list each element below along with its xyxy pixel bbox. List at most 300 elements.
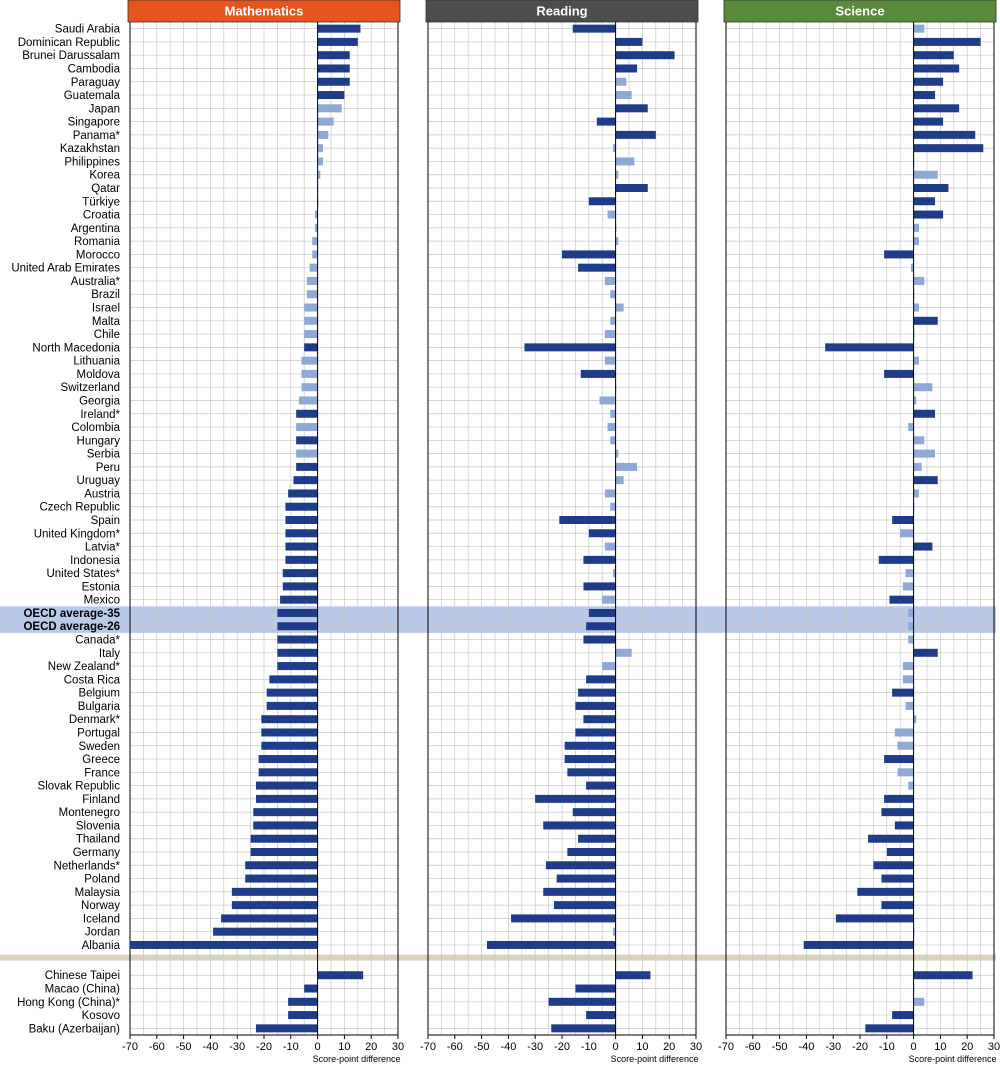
science-bar: [914, 211, 943, 219]
math-tick-label: -70: [122, 1041, 138, 1053]
reading-bar: [610, 503, 615, 511]
country-label: Moldova: [76, 368, 120, 381]
reading-bar: [605, 330, 616, 338]
math-tick-label: 0: [314, 1041, 321, 1053]
science-tick-label: -20: [852, 1041, 868, 1053]
math-bar: [307, 290, 318, 298]
math-axis-title: Score-point difference: [312, 1054, 401, 1064]
country-label: Morocco: [75, 249, 120, 262]
science-tick-label: -60: [744, 1041, 761, 1053]
science-bar: [914, 118, 943, 126]
reading-bar: [610, 436, 615, 444]
math-bar: [256, 782, 318, 790]
reading-bar: [616, 131, 656, 139]
country-label: Guatemala: [63, 90, 120, 103]
country-label: Panama*: [72, 129, 120, 142]
country-label: Poland: [84, 873, 120, 886]
reading-bar: [535, 795, 615, 803]
science-bar: [903, 582, 914, 590]
math-bar: [288, 998, 317, 1006]
reading-bar: [575, 702, 615, 710]
math-bar: [318, 104, 342, 112]
science-bar: [914, 237, 919, 245]
country-label: Montenegro: [58, 807, 120, 820]
math-tick-label: -50: [175, 1041, 192, 1053]
country-label: Hong Kong (China)*: [17, 996, 120, 1009]
reading-bar: [605, 543, 616, 551]
math-bar: [259, 755, 318, 763]
reading-bar: [567, 768, 615, 776]
science-bar: [914, 131, 976, 139]
science-bar: [914, 51, 954, 59]
science-bar: [914, 410, 935, 418]
country-label: Thailand: [75, 833, 120, 846]
reading-bar: [616, 38, 643, 46]
science-bar: [914, 649, 938, 657]
math-bar: [285, 529, 317, 537]
science-bar: [884, 795, 913, 803]
math-bar: [285, 556, 317, 564]
math-bar: [285, 516, 317, 524]
country-label: Peru: [95, 461, 120, 474]
math-bar: [280, 596, 318, 604]
country-label: Dominican Republic: [17, 36, 120, 49]
reading-bar: [605, 357, 616, 365]
country-label: Indonesia: [70, 554, 120, 567]
country-label: United States*: [46, 568, 120, 581]
reading-bar: [589, 529, 616, 537]
science-bar: [908, 622, 913, 630]
country-label: United Kingdom*: [33, 528, 120, 541]
reading-bar: [616, 157, 635, 165]
reading-bar: [586, 782, 615, 790]
science-bar: [914, 971, 973, 979]
country-label: Germany: [72, 847, 120, 859]
reading-bar: [573, 25, 616, 33]
science-tick-label: 10: [934, 1041, 947, 1053]
reading-bar: [600, 396, 616, 404]
reading-bar: [616, 51, 675, 59]
reading-tick-label: -60: [446, 1041, 463, 1053]
country-label: Canada*: [75, 634, 120, 647]
science-bar: [884, 370, 913, 378]
math-bar: [288, 1011, 317, 1019]
science-bar: [908, 423, 913, 431]
science-axis-title: Score-point difference: [908, 1054, 997, 1064]
math-bar: [253, 808, 317, 816]
science-bar: [879, 556, 914, 564]
science-bar: [914, 543, 933, 551]
science-bar: [881, 875, 913, 883]
science-bar: [825, 343, 913, 351]
country-label: Türkiye: [82, 196, 120, 209]
math-tick-label: 20: [365, 1041, 378, 1053]
country-label: Netherlands*: [53, 860, 120, 873]
science-tick-label: -70: [718, 1041, 734, 1053]
country-label: Malta: [91, 315, 120, 328]
science-bar: [881, 808, 913, 816]
reading-panel-title: Reading: [536, 3, 588, 19]
country-label: Kosovo: [81, 1010, 120, 1023]
math-bar: [318, 157, 323, 165]
country-label: North Macedonia: [32, 342, 120, 355]
math-panel-title: Mathematics: [224, 3, 304, 19]
science-bar: [914, 144, 984, 152]
reading-bar: [546, 861, 616, 869]
science-bar: [914, 64, 960, 72]
country-label: Hungary: [76, 435, 120, 448]
country-label: Bulgaria: [77, 700, 120, 713]
math-bar: [277, 636, 317, 644]
math-bar: [296, 410, 317, 418]
reading-bar: [586, 675, 615, 683]
math-bar: [256, 795, 318, 803]
science-bar: [914, 489, 919, 497]
reading-axis-title: Score-point difference: [610, 1054, 699, 1064]
science-bar: [914, 450, 935, 458]
country-label: Brunei Darussalam: [22, 50, 120, 63]
reading-bar: [616, 104, 648, 112]
math-bar: [304, 317, 317, 325]
country-label: Denmark*: [68, 714, 120, 727]
math-bar: [318, 38, 358, 46]
math-bar: [267, 702, 318, 710]
reading-bar: [589, 609, 616, 617]
country-label: Greece: [82, 754, 120, 767]
reading-bar: [586, 622, 615, 630]
country-label: Sweden: [78, 740, 120, 753]
math-bar: [288, 489, 317, 497]
science-bar: [908, 782, 913, 790]
reading-bar: [583, 715, 615, 723]
reading-bar: [575, 728, 615, 736]
math-tick-label: 10: [338, 1041, 351, 1053]
reading-tick-label: 10: [636, 1041, 649, 1053]
science-tick-label: -30: [825, 1041, 842, 1053]
math-bar: [318, 25, 361, 33]
reading-bar: [554, 901, 616, 909]
country-label: Korea: [89, 169, 120, 182]
math-bar: [318, 51, 350, 59]
science-bar: [903, 675, 914, 683]
math-bar: [318, 64, 350, 72]
math-bar: [245, 861, 317, 869]
science-bar: [892, 1011, 913, 1019]
science-bar: [873, 861, 913, 869]
reading-bar: [589, 197, 616, 205]
country-label: OECD average-35: [23, 607, 120, 620]
reading-bar: [562, 250, 616, 258]
reading-bar: [583, 582, 615, 590]
science-bar: [914, 25, 925, 33]
country-label: Costa Rica: [63, 674, 120, 687]
science-bar: [804, 941, 914, 949]
country-label: Colombia: [71, 422, 120, 435]
country-label: United Arab Emirates: [11, 262, 120, 275]
reading-bar: [616, 184, 648, 192]
reading-bar: [557, 875, 616, 883]
country-label: Chinese Taipei: [44, 970, 120, 983]
country-label: Czech Republic: [39, 501, 120, 514]
math-bar: [285, 543, 317, 551]
math-bar: [318, 144, 323, 152]
science-bar: [914, 998, 925, 1006]
reading-bar: [610, 290, 615, 298]
math-bar: [251, 835, 318, 843]
math-tick-label: -20: [256, 1041, 272, 1053]
science-bar: [914, 171, 938, 179]
reading-bar: [616, 304, 624, 312]
science-bar: [865, 1024, 913, 1032]
country-label: Malaysia: [74, 886, 120, 899]
country-label: Norway: [81, 900, 120, 913]
country-label: Lithuania: [73, 355, 120, 368]
math-bar: [318, 91, 345, 99]
math-bar: [277, 622, 317, 630]
country-label: Uruguay: [76, 475, 120, 488]
science-bar: [895, 821, 914, 829]
reading-tick-label: -20: [554, 1041, 570, 1053]
science-panel-title: Science: [835, 3, 885, 19]
reading-bar: [602, 662, 615, 670]
country-label: Spain: [90, 515, 120, 527]
math-bar: [318, 131, 329, 139]
country-label: Kazakhstan: [59, 143, 120, 156]
country-label: Macao (China): [44, 983, 120, 996]
math-bar: [312, 237, 317, 245]
science-bar: [914, 277, 925, 285]
reading-bar: [616, 64, 637, 72]
math-bar: [245, 875, 317, 883]
country-label: Baku (Azerbaijan): [28, 1023, 120, 1036]
reading-bar: [487, 941, 616, 949]
math-tick-label: -60: [148, 1041, 165, 1053]
science-bar: [914, 436, 925, 444]
science-bar: [908, 609, 913, 617]
math-bar: [259, 768, 318, 776]
reading-tick-label: -70: [420, 1041, 436, 1053]
reading-bar: [578, 689, 616, 697]
country-label: Latvia*: [84, 541, 120, 554]
math-bar: [251, 848, 318, 856]
country-label: Israel: [91, 302, 120, 315]
reading-bar: [549, 998, 616, 1006]
science-bar: [900, 529, 913, 537]
reading-tick-label: -40: [500, 1041, 517, 1053]
country-label: Finland: [82, 793, 120, 806]
math-bar: [256, 1024, 318, 1032]
math-bar: [304, 985, 317, 993]
country-label: Australia*: [70, 275, 120, 288]
math-bar: [296, 463, 317, 471]
country-label: Jordan: [84, 926, 120, 939]
science-bar: [857, 888, 913, 896]
country-label: Iceland: [82, 913, 120, 926]
country-label: Paraguay: [70, 76, 120, 89]
reading-bar: [610, 317, 615, 325]
country-label: France: [84, 767, 120, 780]
country-label: Mexico: [83, 594, 120, 607]
science-bar: [914, 224, 919, 232]
science-bar: [914, 476, 938, 484]
math-bar: [269, 675, 317, 683]
reading-bar: [605, 277, 616, 285]
science-bar: [914, 184, 949, 192]
reading-bar: [608, 211, 616, 219]
country-label: Georgia: [79, 395, 120, 408]
country-label: Saudi Arabia: [54, 23, 120, 36]
math-bar: [232, 888, 318, 896]
reading-bar: [610, 410, 615, 418]
science-bar: [914, 317, 938, 325]
country-label: Brazil: [91, 289, 120, 302]
math-bar: [283, 582, 318, 590]
science-bar: [914, 91, 935, 99]
math-bar: [318, 78, 350, 86]
reading-bar: [559, 516, 615, 524]
reading-tick-label: 20: [663, 1041, 676, 1053]
reading-tick-label: -50: [473, 1041, 490, 1053]
reading-bar: [616, 649, 632, 657]
math-bar: [312, 250, 317, 258]
math-bar: [232, 901, 318, 909]
math-bar: [304, 304, 317, 312]
reading-bar: [605, 489, 616, 497]
math-bar: [299, 396, 318, 404]
science-bar: [898, 742, 914, 750]
math-bar: [304, 343, 317, 351]
science-tick-label: -50: [771, 1041, 788, 1053]
country-label: Argentina: [70, 222, 120, 235]
reading-bar: [583, 636, 615, 644]
country-label: Belgium: [78, 687, 120, 700]
country-label: Singapore: [67, 116, 120, 129]
reading-bar: [616, 476, 624, 484]
math-bar: [285, 503, 317, 511]
science-bar: [892, 689, 913, 697]
science-bar: [914, 463, 922, 471]
country-label: Albania: [81, 939, 120, 952]
country-label: Estonia: [81, 581, 120, 594]
math-bar: [296, 436, 317, 444]
science-bar: [836, 914, 914, 922]
reading-bar: [575, 985, 615, 993]
math-bar: [304, 330, 317, 338]
science-bar: [898, 768, 914, 776]
math-bar: [310, 264, 318, 272]
reading-bar: [597, 118, 616, 126]
math-bar: [277, 609, 317, 617]
math-bar: [261, 715, 317, 723]
science-bar: [895, 728, 914, 736]
reading-bar: [616, 971, 651, 979]
reading-tick-label: 0: [612, 1041, 619, 1053]
reading-bar: [586, 1011, 615, 1019]
reading-bar: [578, 264, 616, 272]
math-bar: [253, 821, 317, 829]
reading-bar: [543, 821, 615, 829]
country-label: Switzerland: [60, 382, 120, 395]
math-bar: [302, 383, 318, 391]
country-label: Japan: [88, 103, 120, 116]
country-label: Portugal: [77, 727, 120, 740]
math-tick-label: -30: [229, 1041, 246, 1053]
math-bar: [277, 662, 317, 670]
math-bar: [307, 277, 318, 285]
math-bar: [302, 370, 318, 378]
reading-bar: [583, 556, 615, 564]
science-tick-label: 0: [910, 1041, 917, 1053]
reading-bar: [551, 1024, 615, 1032]
reading-tick-label: -10: [580, 1041, 597, 1053]
science-bar: [906, 569, 914, 577]
science-tick-label: -10: [878, 1041, 895, 1053]
math-bar: [293, 476, 317, 484]
math-bar: [221, 914, 317, 922]
science-tick-label: 20: [961, 1041, 974, 1053]
science-bar: [914, 197, 935, 205]
science-bar: [884, 755, 913, 763]
science-bar: [892, 516, 913, 524]
reading-bar: [565, 755, 616, 763]
science-bar: [914, 104, 960, 112]
country-label: Serbia: [86, 448, 120, 461]
science-bar: [903, 662, 914, 670]
science-bar: [914, 38, 981, 46]
reading-tick-label: -30: [527, 1041, 544, 1053]
reading-bar: [511, 914, 616, 922]
reading-bar: [578, 835, 616, 843]
country-label: New Zealand*: [47, 661, 120, 674]
science-bar: [868, 835, 914, 843]
country-label: Austria: [84, 488, 120, 501]
reading-bar: [565, 742, 616, 750]
science-bar: [908, 636, 913, 644]
math-bar: [296, 450, 317, 458]
country-label: Chile: [93, 329, 120, 342]
math-bar: [261, 742, 317, 750]
country-label: Slovenia: [75, 820, 120, 833]
country-label: Ireland*: [80, 408, 120, 421]
reading-bar: [567, 848, 615, 856]
reading-bar: [524, 343, 615, 351]
math-bar: [296, 423, 317, 431]
country-label: OECD average-26: [23, 621, 120, 634]
reading-bar: [573, 808, 616, 816]
science-bar: [906, 702, 914, 710]
science-bar: [914, 304, 919, 312]
math-bar: [277, 649, 317, 657]
science-bar: [914, 357, 919, 365]
math-bar: [318, 118, 334, 126]
science-bar: [884, 250, 913, 258]
math-tick-label: 30: [391, 1041, 405, 1053]
math-bar: [213, 928, 318, 936]
country-label: Qatar: [91, 183, 120, 195]
math-bar: [302, 357, 318, 365]
science-bar: [889, 596, 913, 604]
reading-tick-label: 30: [689, 1041, 703, 1053]
science-bar: [914, 383, 933, 391]
math-tick-label: -10: [282, 1041, 299, 1053]
math-tick-label: -40: [202, 1041, 219, 1053]
country-label: Slovak Republic: [37, 780, 120, 793]
science-bar: [887, 848, 914, 856]
reading-bar: [543, 888, 615, 896]
reading-bar: [616, 91, 632, 99]
country-label: Cambodia: [67, 63, 120, 76]
reading-bar: [602, 596, 615, 604]
